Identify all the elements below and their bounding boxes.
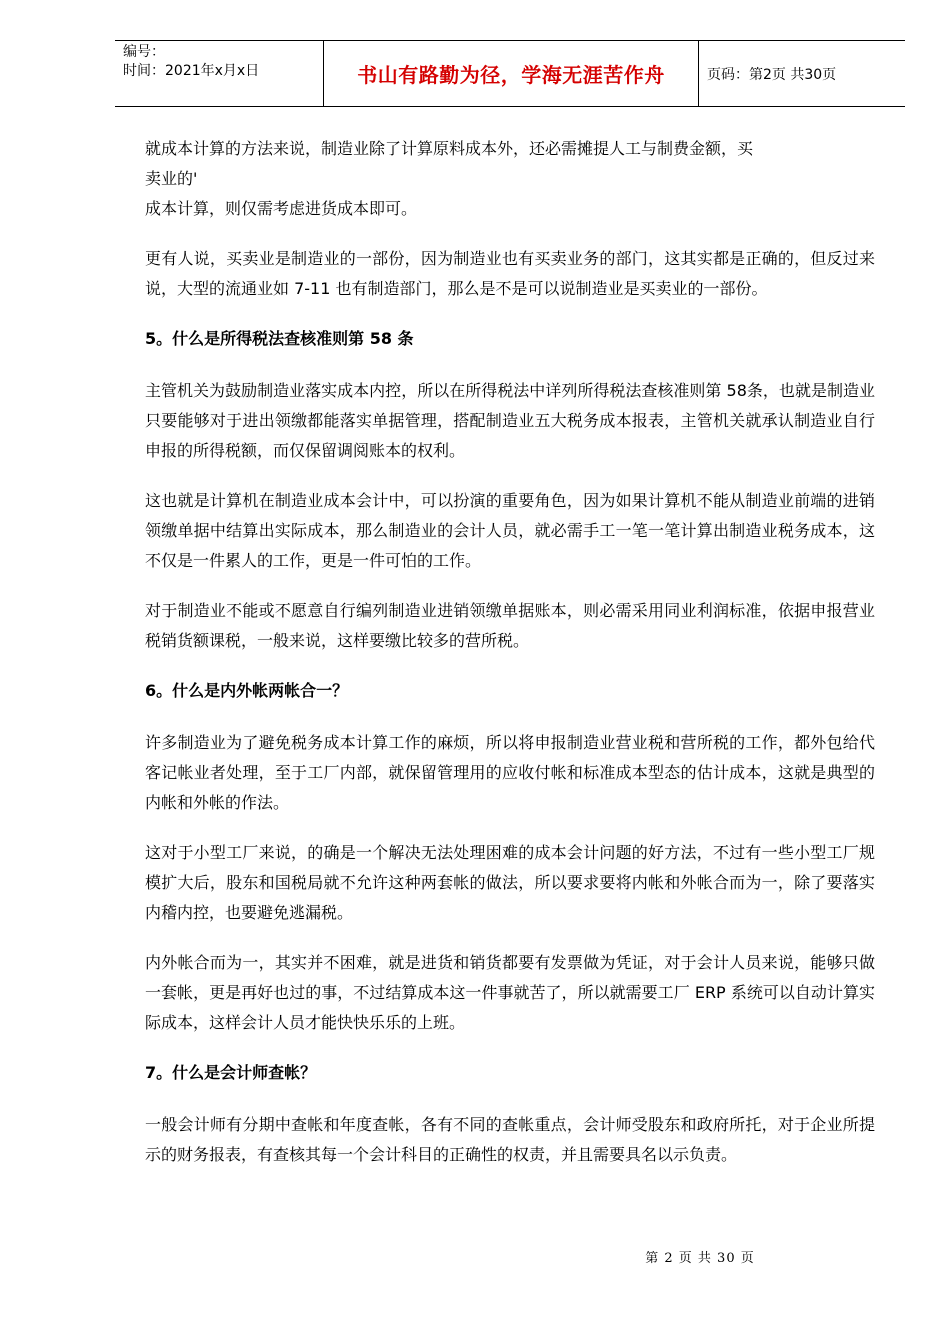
paragraph-8: 内外帐合而为一，其实并不困难，就是进货和销货都要有发票做为凭证，对于会计人员来说，能够只做一套帐，更是再好也过的事，不过结算成本这一件事就苦了，所以就需要工厂 ERP 系统可以自动计算实际成本，这样会计人员才能快快乐乐的上班。 bbox=[145, 953, 875, 1032]
paragraph-4: 这也就是计算机在制造业成本会计中，可以扮演的重要角色，因为如果计算机不能从制造业前端的进销领缴单据中结算出实际成本，那么制造业的会计人员，就必需手工一笔一笔计算出制造业税务成本，这不仅是一件累人的工作，更是一件可怕的工作。 bbox=[145, 491, 875, 570]
section-heading-6: 6。什么是内外帐两帐合一？ bbox=[145, 681, 349, 700]
date-label: 时间：2021年x月x日 bbox=[123, 63, 260, 79]
section-heading-7: 7。什么是会计师查帐？ bbox=[145, 1063, 317, 1082]
paragraph-3: 主管机关为鼓励制造业落实成本内控，所以在所得税法中详列所得税法查核准则第 58条，也就是制造业只要能够对于进出领缴都能落实单据管理，搭配制造业五大税务成本报表，主管机关就承认制造业自行申报的所得税额，而仅保留调阅账本的权利。 bbox=[145, 381, 875, 460]
paragraph-2: 更有人说，买卖业是制造业的一部份，因为制造业也有买卖业务的部门，这其实都是正确的，但反过来说，大型的流通业如 7-11 也有制造部门，那么是不是可以说制造业是买卖业的一部份。 bbox=[145, 249, 875, 298]
paragraph-5: 对于制造业不能或不愿意自行编列制造业进销领缴单据账本，则必需采用同业利润标准，依据申报营业税销货额课税，一般来说，这样要缴比较多的营所税。 bbox=[145, 601, 875, 650]
header-motto: 书山有路勤为径，学海无涯苦作舟 bbox=[323, 41, 699, 106]
header-page-info: 页码：第2页 共30页 bbox=[707, 66, 837, 83]
paragraph-1-line-1: 就成本计算的方法来说，制造业除了计算原料成本外，还必需摊提人工与制费金额，买 bbox=[145, 139, 754, 158]
page-footer: 第 2 页 共 30 页 bbox=[645, 1251, 755, 1266]
paragraph-6: 许多制造业为了避免税务成本计算工作的麻烦，所以将申报制造业营业税和营所税的工作，都外包给代客记帐业者处理，至于工厂内部，就保留管理用的应收付帐和标准成本型态的估计成本，这就是典型的内帐和外帐的作法。 bbox=[145, 733, 875, 812]
paragraph-1-line-2: 卖业的' bbox=[145, 169, 198, 188]
paragraph-1 bbox=[145, 134, 875, 224]
header-meta bbox=[115, 41, 323, 106]
number-label: 编号： bbox=[123, 44, 165, 60]
document-body bbox=[145, 134, 875, 1190]
paragraph-1-line-3: 成本计算，则仅需考虑进货成本即可。 bbox=[145, 199, 418, 218]
paragraph-7: 这对于小型工厂来说，的确是一个解决无法处理困难的成本会计问题的好方法，不过有一些小型工厂规模扩大后，股东和国税局就不允许这种两套帐的做法，所以要求要将内帐和外帐合而为一，除了要落实内稽内控，也要避免逃漏税。 bbox=[145, 843, 875, 922]
section-heading-5: 5。什么是所得税法查核准则第 58 条 bbox=[145, 329, 414, 348]
header-table bbox=[115, 40, 905, 107]
paragraph-9: 一般会计师有分期中查帐和年度查帐，各有不同的查帐重点，会计师受股东和政府所托，对于企业所提示的财务报表，有查核其每一个会计科目的正确性的权责，并且需要具名以示负责。 bbox=[145, 1115, 875, 1164]
